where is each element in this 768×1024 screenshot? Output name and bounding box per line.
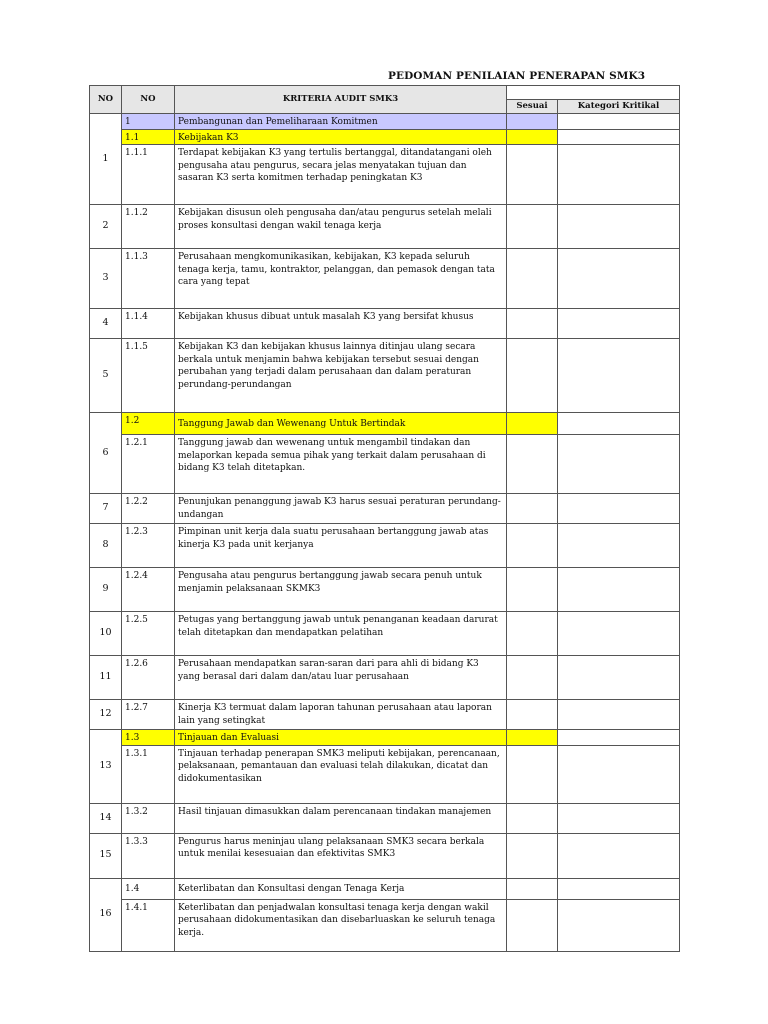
sesuai-cell[interactable] [507,803,558,833]
criteria-text: Petugas yang bertanggung jawab untuk penanganan keadaan darurat telah ditetapkan dan mendapatkan pelatihan [175,612,507,656]
criteria-text: Terdapat kebijakan K3 yang tertulis bertanggal, ditandatangani oleh pengusaha atau pengurus, secara jelas menyatakan tujuan dan sasaran K3 serta komitmen terhadap peningkatan K3 [175,145,507,205]
row-number: 16 [90,878,122,951]
criteria-code: 1.2.7 [122,700,175,730]
row-number: 1 [90,114,122,205]
kategori-cell[interactable] [558,568,680,612]
kategori-cell[interactable] [558,656,680,700]
criteria-code: 1.3.2 [122,803,175,833]
criteria-text: Hasil tinjauan dimasukkan dalam perencanaan tindakan manajemen [175,803,507,833]
sesuai-cell[interactable] [507,435,558,494]
sesuai-cell[interactable] [507,833,558,878]
kategori-cell[interactable] [558,803,680,833]
row-number: 13 [90,730,122,804]
criteria-code: 1.1.3 [122,249,175,309]
kategori-cell[interactable] [558,524,680,568]
criteria-text: Tanggung jawab dan wewenang untuk mengambil tindakan dan melaporkan kepada semua pihak yang terkait dalam perusahaan di bidang K3 telah ditetapkan. [175,435,507,494]
row-number: 15 [90,833,122,878]
criteria-code: 1.3.3 [122,833,175,878]
sesuai-cell[interactable] [507,249,558,309]
audit-table [89,85,680,952]
criteria-text: Kebijakan K3 dan kebijakan khusus lainnya ditinjau ulang secara berkala untuk menjamin bahwa kebijakan tersebut sesuai dengan perubahan yang terjadi dalam perusahaan dan dalam peraturan perundang-perundangan [175,339,507,413]
row-number: 12 [90,700,122,730]
criteria-text: Pengusaha atau pengurus bertanggung jawab secara penuh untuk menjamin pelaksanaan SKMK3 [175,568,507,612]
sesuai-cell[interactable] [507,205,558,249]
criteria-code: 1.2.6 [122,656,175,700]
row-number: 4 [90,309,122,339]
sesuai-cell[interactable] [507,745,558,803]
sesuai-cell[interactable] [507,656,558,700]
kategori-cell[interactable] [558,145,680,205]
sesuai-cell[interactable] [507,612,558,656]
sesuai-cell[interactable] [507,494,558,524]
criteria-code: 1.1.1 [122,145,175,205]
kategori-cell[interactable] [558,129,680,145]
row-number: 2 [90,205,122,249]
kategori-cell[interactable] [558,413,680,435]
kategori-cell[interactable] [558,435,680,494]
kategori-cell[interactable] [558,494,680,524]
criteria-code: 1.2.1 [122,435,175,494]
kategori-cell[interactable] [558,205,680,249]
section-title: Keterlibatan dan Konsultasi dengan Tenaga Kerja [175,878,507,899]
section-code: 1.4 [122,878,175,899]
criteria-code: 1.4.1 [122,899,175,951]
kategori-cell[interactable] [558,249,680,309]
row-number: 3 [90,249,122,309]
row-number: 10 [90,612,122,656]
criteria-code: 1.3.1 [122,745,175,803]
sesuai-cell[interactable] [507,339,558,413]
section-title: Pembangunan dan Pemeliharaan Komitmen [175,114,507,130]
sesuai-cell[interactable] [507,878,558,899]
criteria-text: Kinerja K3 termuat dalam laporan tahunan perusahaan atau laporan lain yang setingkat [175,700,507,730]
criteria-text: Penunjukan penanggung jawab K3 harus sesuai peraturan perundang-undangan [175,494,507,524]
kategori-cell[interactable] [558,700,680,730]
sesuai-cell[interactable] [507,730,558,746]
header-no-2: NO [122,86,175,114]
criteria-code: 1.2.4 [122,568,175,612]
document-title: PEDOMAN PENILAIAN PENERAPAN SMK3 [388,70,646,82]
criteria-code: 1.2.3 [122,524,175,568]
criteria-text: Pengurus harus meninjau ulang pelaksanaan SMK3 secara berkala untuk menilai kesesuaian dan efektivitas SMK3 [175,833,507,878]
sesuai-cell[interactable] [507,309,558,339]
row-number: 9 [90,568,122,612]
criteria-text: Perusahaan mendapatkan saran-saran dari para ahli di bidang K3 yang berasal dari dalam dan/atau luar perusahaan [175,656,507,700]
row-number: 8 [90,524,122,568]
criteria-text: Pimpinan unit kerja dala suatu perusahaan bertanggung jawab atas kinerja K3 pada unit kerjanya [175,524,507,568]
criteria-text: Tinjauan terhadap penerapan SMK3 meliputi kebijakan, perencanaan, pelaksanaan, pemantauan dan evaluasi telah dilakukan, dicatat dan didokumentasikan [175,745,507,803]
criteria-code: 1.1.2 [122,205,175,249]
section-title: Kebijakan K3 [175,129,507,145]
header-group [507,86,680,100]
criteria-text: Kebijakan disusun oleh pengusaha dan/atau pengurus setelah melali proses konsultasi dengan wakil tenaga kerja [175,205,507,249]
sesuai-cell[interactable] [507,129,558,145]
kategori-cell[interactable] [558,745,680,803]
criteria-code: 1.1.5 [122,339,175,413]
section-title: Tinjauan dan Evaluasi [175,730,507,746]
section-code: 1 [122,114,175,130]
sesuai-cell[interactable] [507,524,558,568]
criteria-text: Keterlibatan dan penjadwalan konsultasi tenaga kerja dengan wakil perusahaan didokumentasikan dan disebarluaskan ke seluruh tenaga kerja. [175,899,507,951]
section-title: Tanggung Jawab dan Wewenang Untuk Bertindak [175,413,507,435]
kategori-cell[interactable] [558,833,680,878]
kategori-cell[interactable] [558,612,680,656]
header-sesuai: Sesuai [507,100,558,114]
sesuai-cell[interactable] [507,114,558,130]
sesuai-cell[interactable] [507,899,558,951]
criteria-code: 1.1.4 [122,309,175,339]
row-number: 6 [90,413,122,494]
row-number: 7 [90,494,122,524]
sesuai-cell[interactable] [507,145,558,205]
section-code: 1.1 [122,129,175,145]
kategori-cell[interactable] [558,899,680,951]
header-kriteria: KRITERIA AUDIT SMK3 [175,86,507,114]
row-number: 14 [90,803,122,833]
section-code: 1.2 [122,413,175,435]
section-code: 1.3 [122,730,175,746]
criteria-text: Kebijakan khusus dibuat untuk masalah K3 yang bersifat khusus [175,309,507,339]
kategori-cell[interactable] [558,730,680,746]
sesuai-cell[interactable] [507,568,558,612]
kategori-cell[interactable] [558,114,680,130]
row-number: 11 [90,656,122,700]
criteria-code: 1.2.2 [122,494,175,524]
criteria-text: Perusahaan mengkomunikasikan, kebijakan, K3 kepada seluruh tenaga kerja, tamu, kontraktor, pelanggan, dan pemasok dengan tata cara yang tepat [175,249,507,309]
criteria-code: 1.2.5 [122,612,175,656]
sesuai-cell[interactable] [507,700,558,730]
header-no-1: NO [90,86,122,114]
row-number: 5 [90,339,122,413]
kategori-cell[interactable] [558,339,680,413]
kategori-cell[interactable] [558,309,680,339]
header-kategori: Kategori Kritikal [558,100,680,114]
kategori-cell[interactable] [558,878,680,899]
sesuai-cell[interactable] [507,413,558,435]
